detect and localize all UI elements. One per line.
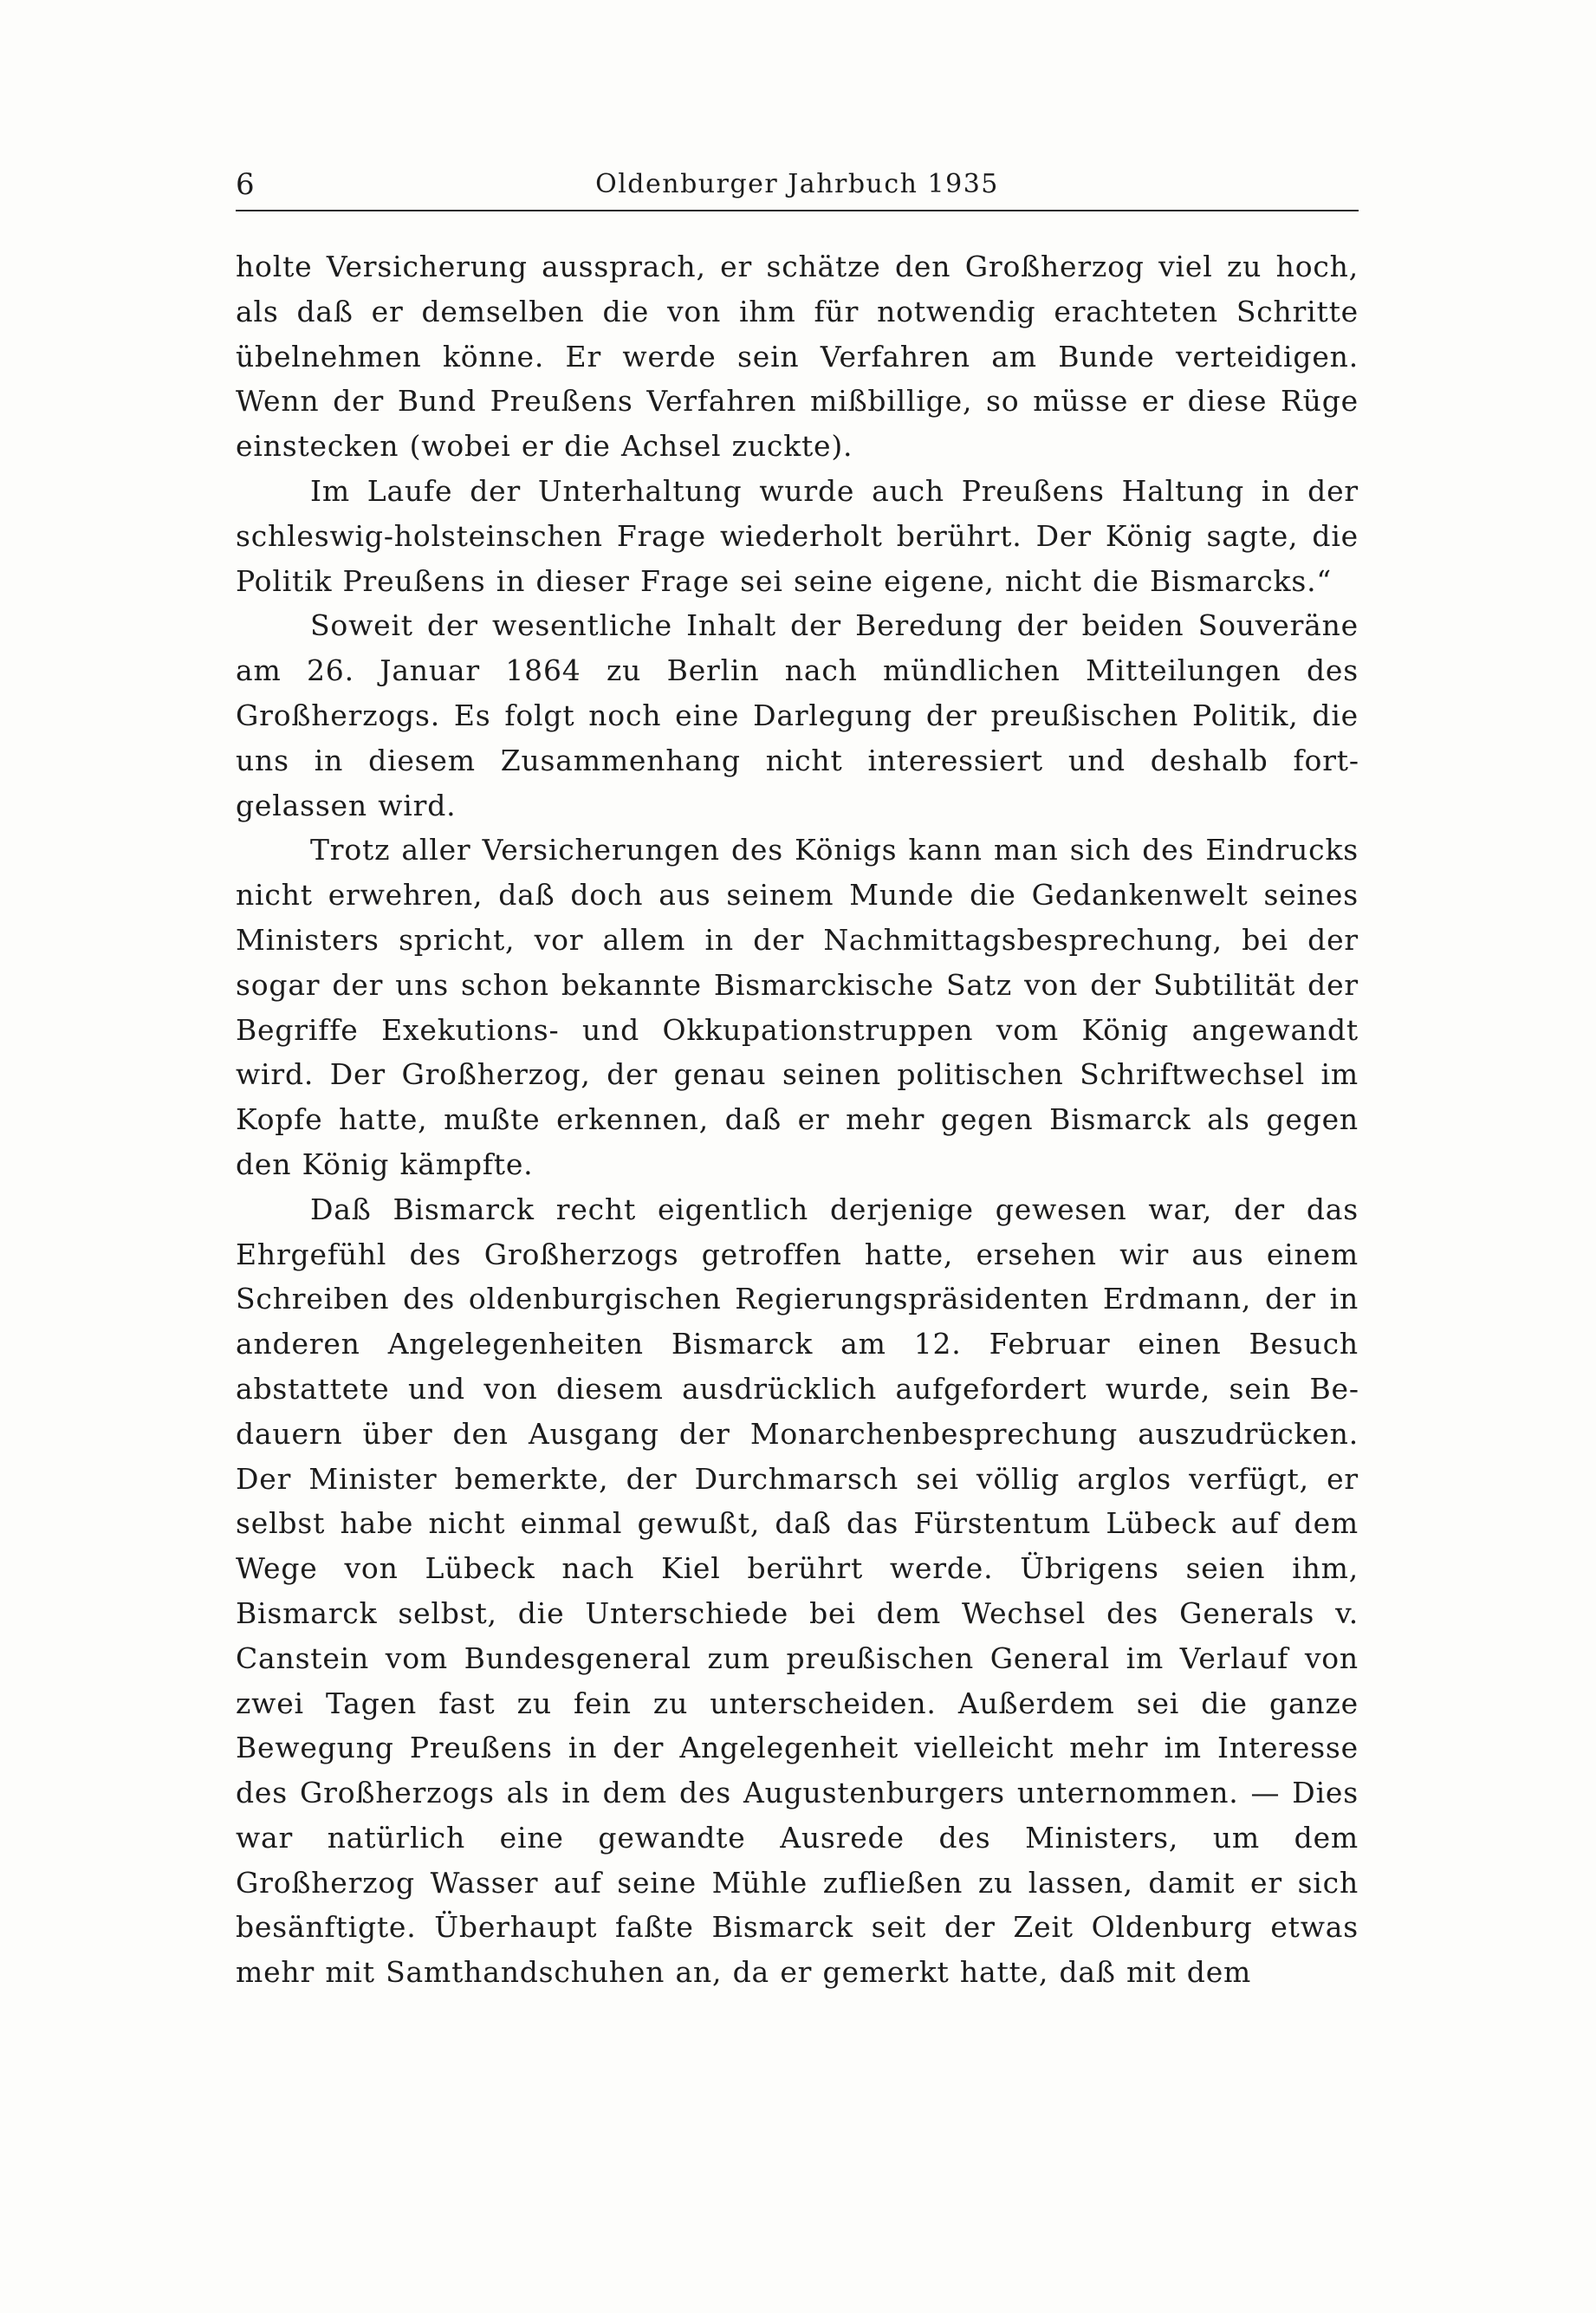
paragraph-continuation: holte Versicherung aussprach, er schätze den Großherzog viel zu hoch, als daß er demselben die von ihm für notwendig erachteten Schritte übelnehmen könne. Er werde sein Verfahren am Bunde verteidigen. Wenn der Bund Preußens Verfahren mißbillige, so müsse er diese Rüge einstecken (wobei er die Achsel zuckte). [236,250,1359,464]
paragraph-beredung: Soweit der wesentliche Inhalt der Beredung der beiden Souveräne am 26. Januar 1864 zu Berlin nach mündlichen Mitteilungen des Großherzogs. Es folgt noch eine Darlegung der preußischen Politik, die uns in diesem Zusammenhang nicht interessiert und deshalb fortgelassen wird. [236,608,1359,822]
page-number: 6 [236,167,256,202]
paragraph-schleswig-holstein: Im Laufe der Unterhaltung wurde auch Preußens Haltung in der schleswig-holsteinschen Frage wiederholt berührt. Der König sagte, die Politik Preußens in dieser Frage sei seine eigene, nicht die Bismarcks.“ [236,473,1359,598]
body-text [236,244,1359,1995]
paragraph-bismarck-erdmann: Daß Bismarck recht eigentlich derjenige gewesen war, der das Ehrgefühl des Großherzogs getroffen hatte, ersehen wir aus einem Schreiben des oldenburgischen Regierungspräsidenten Erdmann, der in anderen Angelegenheiten Bismarck am 12. Februar einen Besuch abstattete und von diesem ausdrücklich aufgefordert wurde, sein Bedauern über den Ausgang der Monarchenbesprechung auszudrücken. Der Minister bemerkte, der Durchmarsch sei völlig arglos verfügt, er selbst habe nicht einmal gewußt, daß das Fürstentum Lübeck auf dem Wege von Lübeck nach Kiel berührt werde. Übrigens seien ihm, Bismarck selbst, die Unterschiede bei dem Wechsel des Generals v. Canstein vom Bundesgeneral zum preußischen General im Verlauf von zwei Tagen fast zu fein zu unterscheiden. Außerdem sei die ganze Bewegung Preußens in der Angelegenheit vielleicht mehr im Interesse des Großherzogs als in dem des Augustenburgers unternommen. — Dies war natürlich eine gewandte Ausrede des Ministers, um dem Großherzog Wasser auf seine Mühle zufließen zu lassen, damit er sich besänftigte. Überhaupt faßte Bismarck seit der Zeit Oldenburg etwas mehr mit Samthandschuhen an, da er gemerkt hatte, daß mit dem [236,1192,1359,1990]
running-title: Oldenburger Jahrbuch 1935 [595,169,999,199]
paragraph-versicherungen: Trotz aller Versicherungen des Königs kann man sich des Eindrucks nicht erwehren, daß doch aus seinem Munde die Gedankenwelt seines Ministers spricht, vor allem in der Nachmittagsbesprechung, bei der sogar der uns schon bekannte Bismarckische Satz von der Subtilität der Begriffe Exekutions- und Okkupationstruppen vom König angewandt wird. Der Großherzog, der genau seinen politischen Schriftwechsel im Kopfe hatte, mußte erkennen, daß er mehr gegen Bismarck als gegen den König kämpfte. [236,833,1359,1181]
page-header [236,167,1359,211]
